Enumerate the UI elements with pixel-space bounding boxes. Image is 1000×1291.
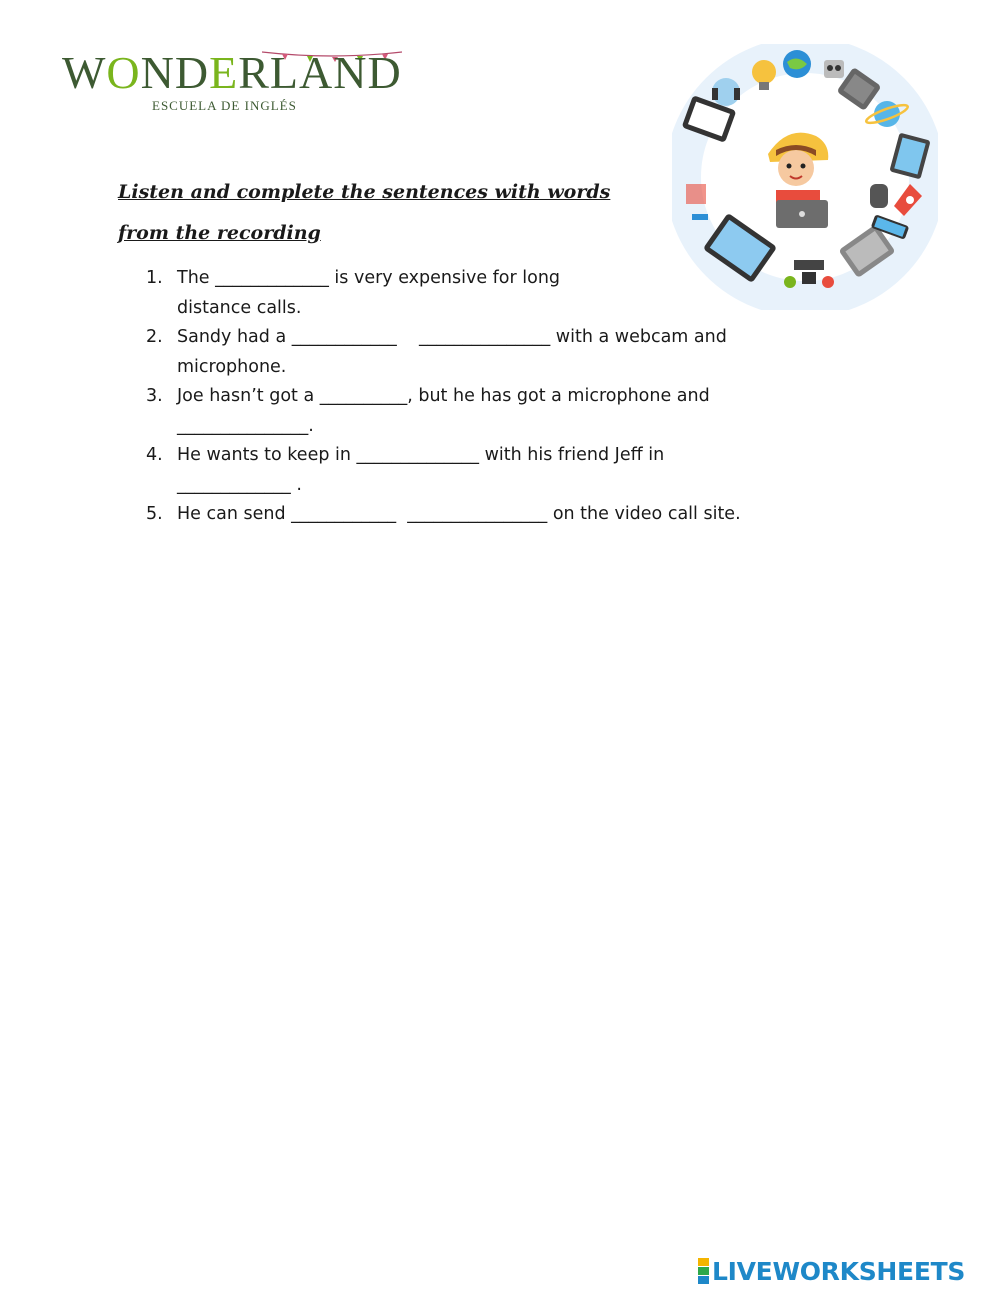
gamepad-icon <box>870 184 888 208</box>
boy-with-laptop-icon <box>768 133 828 228</box>
exercise-number: 4. <box>146 445 163 465</box>
robot-icon <box>824 60 844 78</box>
exercise-number: 1. <box>146 268 163 288</box>
liveworksheets-brand <box>698 1256 965 1286</box>
headphones-icon <box>712 78 740 106</box>
exercise-text-line: distance calls. <box>177 297 302 318</box>
exercise-item <box>146 441 846 500</box>
exercise-text-line: He wants to keep in ______________ with his friend Jeff in <box>177 445 665 465</box>
instructions-line-1: Listen and complete the sentences with words <box>118 181 611 203</box>
exercise-item <box>146 264 846 323</box>
exercise-text-line: Joe hasn’t got a __________, but he has got a microphone and <box>177 386 710 406</box>
exercise-text-line: _______________. <box>177 415 314 436</box>
logo-wordmark: WONDERLAND <box>62 47 402 98</box>
instructions-line-2: from the recording <box>118 222 321 244</box>
exercise-item <box>146 500 846 530</box>
instructions-heading <box>118 172 618 254</box>
exercise-number: 2. <box>146 327 163 347</box>
exercise-text-line: microphone. <box>177 356 287 377</box>
logo-subtitle: ESCUELA DE INGLÉS <box>152 98 297 113</box>
exercise-list <box>146 264 846 530</box>
exercise-text-line: Sandy had a ____________ _______________ with a webcam and <box>177 327 727 347</box>
exercise-text-line: _____________ . <box>177 474 302 495</box>
globe-icon <box>783 50 811 78</box>
brand-logo-icon <box>698 1258 709 1284</box>
exercise-item <box>146 382 846 441</box>
school-logo <box>62 47 402 118</box>
lightbulb-icon <box>752 60 776 90</box>
exercise-text-line: He can send ____________ ________________ on the video call site. <box>177 504 741 524</box>
exercise-number: 3. <box>146 386 163 406</box>
exercise-item <box>146 323 846 382</box>
exercise-text-line: The _____________ is very expensive for long <box>177 268 561 288</box>
brand-name: LIVEWORKSHEETS <box>712 1256 966 1286</box>
exercise-number: 5. <box>146 504 163 524</box>
